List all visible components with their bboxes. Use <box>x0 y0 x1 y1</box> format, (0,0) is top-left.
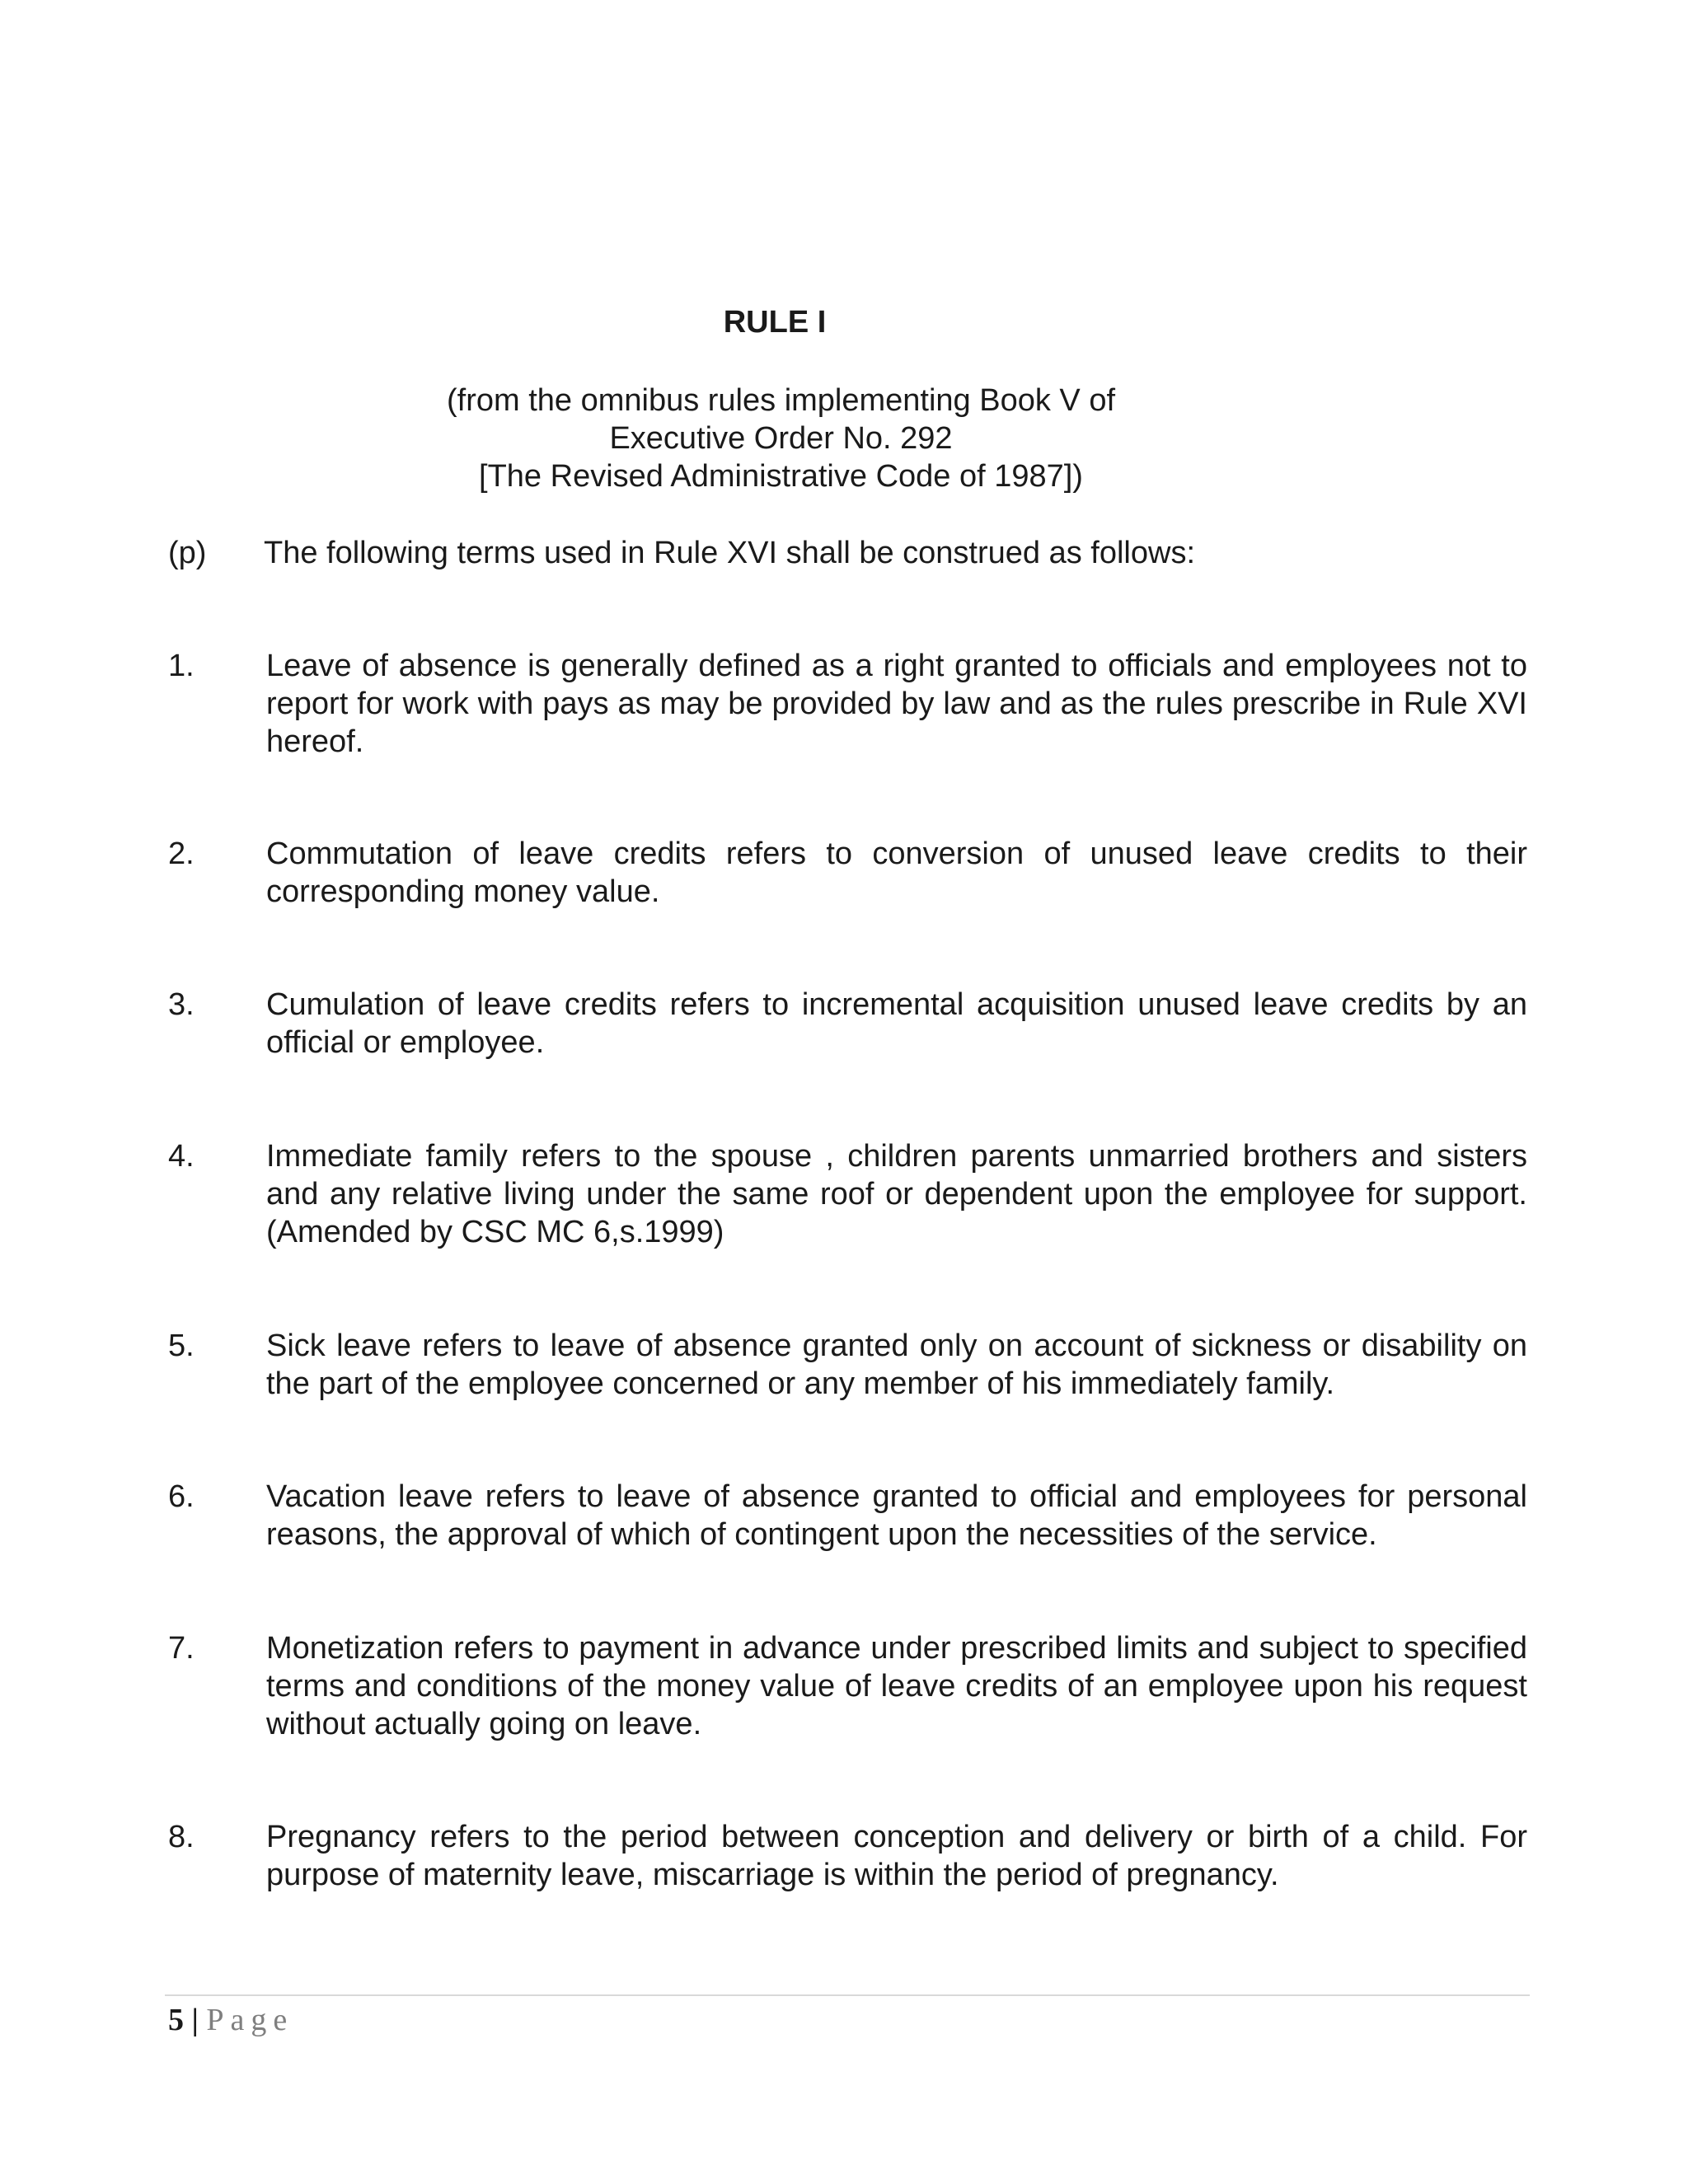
item-text: Monetization refers to payment in advance under prescribed limits and subject to specified terms and conditions of the money value of leave credits of an employee upon his request without actually going on leave. <box>266 1631 1527 1741</box>
item-number: 6. <box>168 1479 195 1514</box>
item-number: 1. <box>168 649 195 683</box>
footer-separator: | <box>191 2003 199 2037</box>
subtitle-line: Executive Order No. 292 <box>609 421 953 456</box>
item-text: Leave of absence is generally defined as a right granted to officials and employees not to report for work with pays as may be provided by law and as the rules prescribe in Rule XVI hereof. <box>266 649 1527 759</box>
item-number: 3. <box>168 987 195 1022</box>
item-text: Cumulation of leave credits refers to incremental acquisition unused leave credits by an official or employee. <box>266 987 1527 1060</box>
item-text: Vacation leave refers to leave of absence granted to official and employees for personal reasons, the approval of which of contingent upon the necessities of the service. <box>266 1479 1527 1552</box>
item-number: 4. <box>168 1139 195 1174</box>
item-number: 8. <box>168 1820 195 1854</box>
item-number: 5. <box>168 1329 195 1363</box>
page-footer <box>168 2001 293 2039</box>
intro-marker: (p) <box>168 536 207 570</box>
item-number: 7. <box>168 1631 195 1666</box>
subtitle-line: [The Revised Administrative Code of 1987]) <box>479 459 1083 494</box>
rule-title: RULE I <box>723 305 827 340</box>
page-number: 5 <box>168 2003 184 2037</box>
footer-divider <box>165 1994 1530 1996</box>
item-text: Pregnancy refers to the period between conception and delivery or birth of a child. For purpose of maternity leave, miscarriage is within the period of pregnancy. <box>266 1820 1527 1892</box>
page-label: Page <box>206 2003 294 2037</box>
rule-subtitle <box>0 382 1562 495</box>
item-text: Sick leave refers to leave of absence granted only on account of sickness or disability on the part of the employee concerned or any member of his immediately family. <box>266 1329 1527 1401</box>
subtitle-line: (from the omnibus rules implementing Book V of <box>446 383 1116 418</box>
item-text: Commutation of leave credits refers to conversion of unused leave credits to their corresponding money value. <box>266 837 1527 909</box>
item-text: Immediate family refers to the spouse , children parents unmarried brothers and sisters and any relative living under the same roof or dependent upon the employee for support.(Amended by CSC MC 6,s.1999) <box>266 1139 1527 1249</box>
item-number: 2. <box>168 837 195 871</box>
intro-text: The following terms used in Rule XVI shall be construed as follows: <box>264 536 1195 570</box>
